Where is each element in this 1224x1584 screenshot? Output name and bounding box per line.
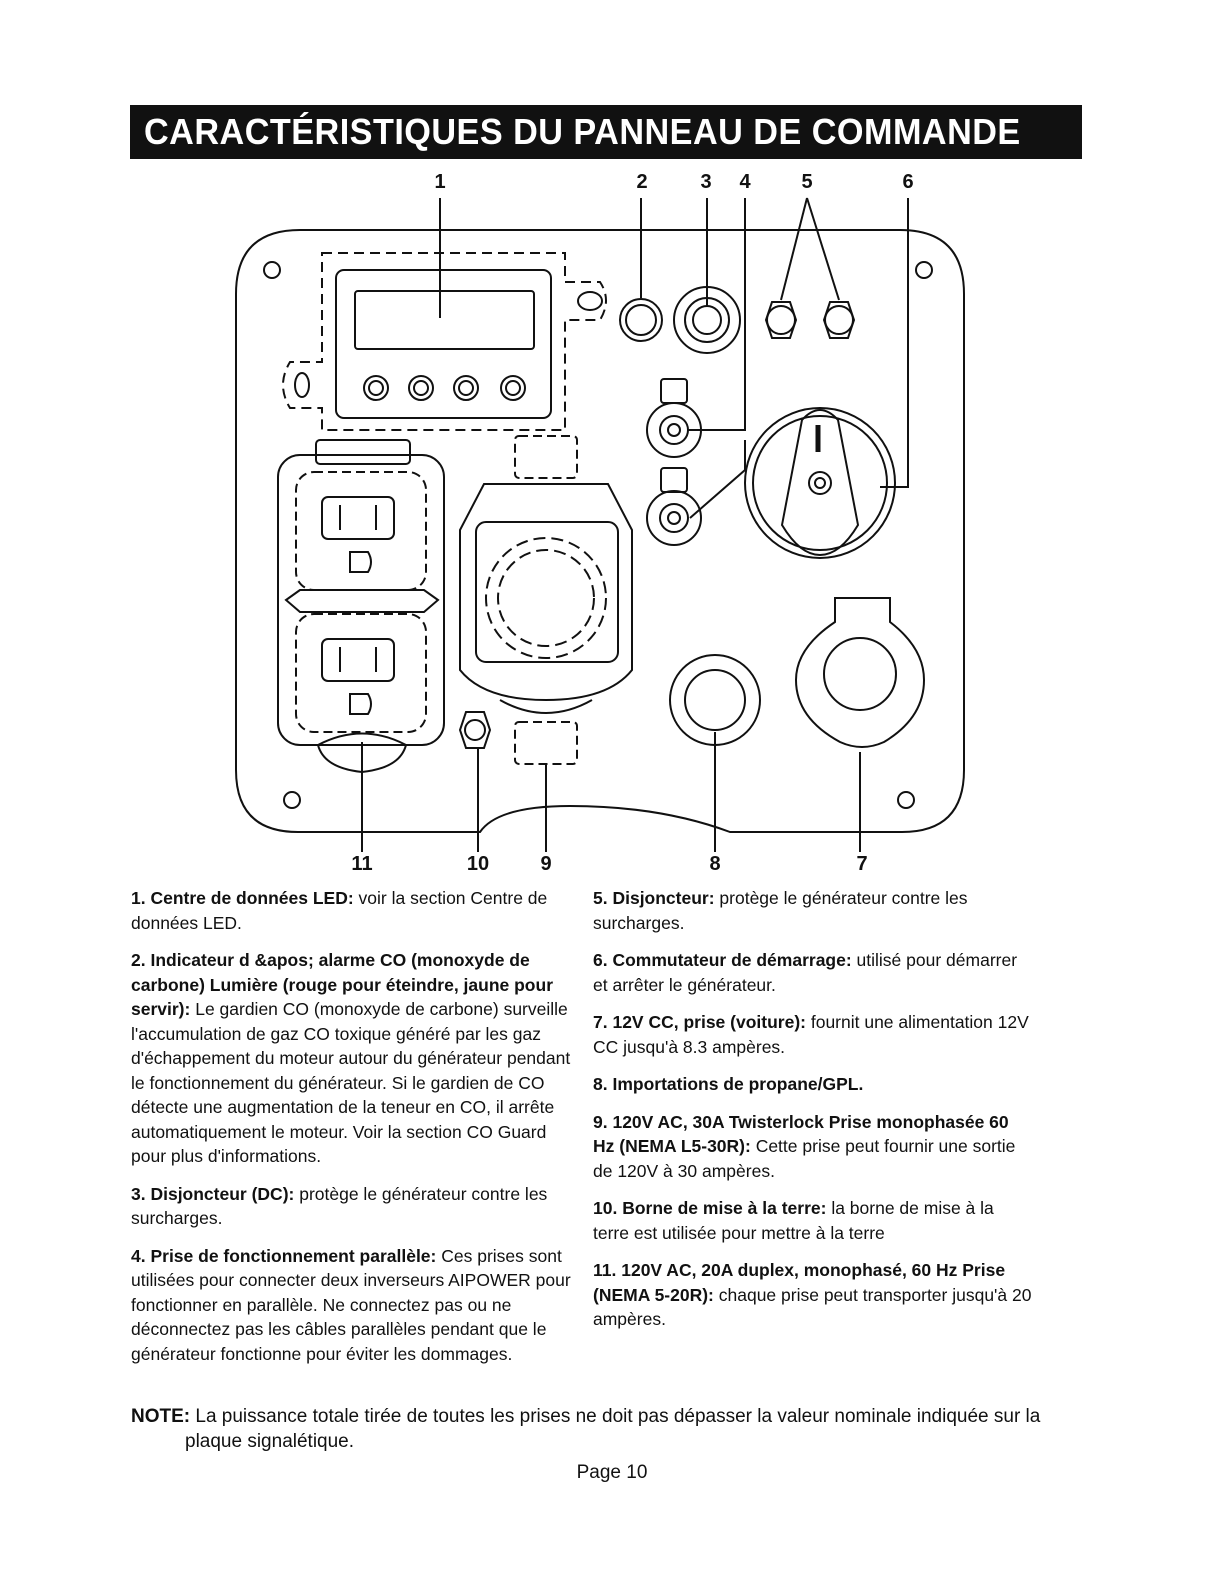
- parallel-port-bottom: [647, 491, 701, 545]
- propane-inlet: [670, 655, 760, 745]
- feature-item-11: 11. 120V AC, 20A duplex, monophasé, 60 Hz Prise (NEMA 5-20R): chaque prise peut transporter jusqu'à 20 ampères.: [593, 1260, 1032, 1329]
- callout-5: 5: [801, 171, 813, 193]
- page-title: CARACTÉRISTIQUES DU PANNEAU DE COMMANDE: [144, 111, 1021, 152]
- callout-3: 3: [700, 171, 712, 193]
- duplex-outlet-cover: [278, 455, 444, 745]
- title-bar: [130, 105, 1082, 159]
- callout-9: 9: [540, 853, 552, 875]
- duplex-receptacle-bottom: [322, 639, 394, 714]
- feature-list-left: [131, 886, 571, 1379]
- note: [131, 1404, 1051, 1454]
- mount-hole-tl: [264, 262, 280, 278]
- led-center-dashed-outline: [283, 253, 606, 430]
- mount-hole-tr: [916, 262, 932, 278]
- feature-list-right: [593, 886, 1033, 1345]
- callout-11: 11: [351, 853, 373, 875]
- breaker-right: [824, 302, 854, 338]
- callout-2: 2: [636, 171, 648, 193]
- callout-4: 4: [739, 171, 751, 193]
- led-center-frame: [336, 270, 551, 418]
- breaker-left: [766, 302, 796, 338]
- mount-hole-br: [898, 792, 914, 808]
- note-body: La puissance totale tirée de toutes les prises ne doit pas dépasser la valeur nominale indiquée sur la plaque signalétique.: [185, 1406, 1041, 1452]
- dc-socket: [824, 638, 896, 710]
- callout-1: 1: [434, 171, 446, 193]
- feature-item-9: 9. 120V AC, 30A Twisterlock Prise monophasée 60 Hz (NEMA L5-30R): Cette prise peut fournir une sortie de 120V à 30 ampères.: [593, 1111, 1016, 1181]
- feature-item-6: 6. Commutateur de démarrage: utilisé pour démarrer et arrêter le générateur.: [593, 950, 1018, 995]
- note-label: NOTE:: [131, 1406, 191, 1427]
- led-display: [355, 291, 534, 349]
- twistlock-receptacle: [486, 538, 606, 658]
- duplex-receptacle-top: [322, 497, 394, 572]
- led-buttons: [364, 376, 525, 400]
- callout-6: 6: [902, 171, 914, 193]
- callout-7: 7: [856, 853, 868, 875]
- page-number: Page 10: [576, 1462, 648, 1483]
- feature-item-3: 3. Disjoncteur (DC): protège le générateur contre les surcharges.: [131, 1183, 548, 1228]
- feature-item-2: 2. Indicateur d &apos; alarme CO (monoxyde de carbone) Lumière (rouge pour éteindre, jaune pour servir): Le gardien CO (monoxyde de carbone) surveille l'accumulation de gaz CO toxique généré par les gaz d'échappement du moteur autour du générateur pendant le fonctionnement du générateur. Si le gardien de CO détecte une augmentation de la teneur en CO, il arrête automatiquement le moteur. Voir la section CO Guard pour plus d'informations.: [131, 950, 571, 1166]
- callout-8: 8: [709, 853, 721, 875]
- feature-item-7: 7. 12V CC, prise (voiture): fournit une alimentation 12V CC jusqu'à 8.3 ampères.: [593, 1012, 1029, 1057]
- feature-item-5: 5. Disjoncteur: protège le générateur contre les surcharges.: [593, 888, 968, 933]
- callout-10: 10: [466, 853, 490, 875]
- feature-item-4: 4. Prise de fonctionnement parallèle: Ces prises sont utilisées pour connecter deux inverseurs AIPOWER pour fonctionner en parallèle. Ne connectez pas ou ne déconnectez pas les câbles parallèles pendant que le générateur fonctionne pour éviter les dommages.: [131, 1245, 571, 1364]
- feature-item-10: 10. Borne de mise à la terre: la borne de mise à la terre est utilisée pour mettre à la terre: [593, 1198, 994, 1243]
- feature-item-8: 8. Importations de propane/GPL.: [593, 1074, 864, 1094]
- mount-hole-bl: [284, 792, 300, 808]
- control-panel-diagram: [0, 160, 1224, 880]
- dc-socket-cover: [796, 598, 924, 747]
- feature-item-1: 1. Centre de données LED: voir la section Centre de données LED.: [131, 888, 548, 933]
